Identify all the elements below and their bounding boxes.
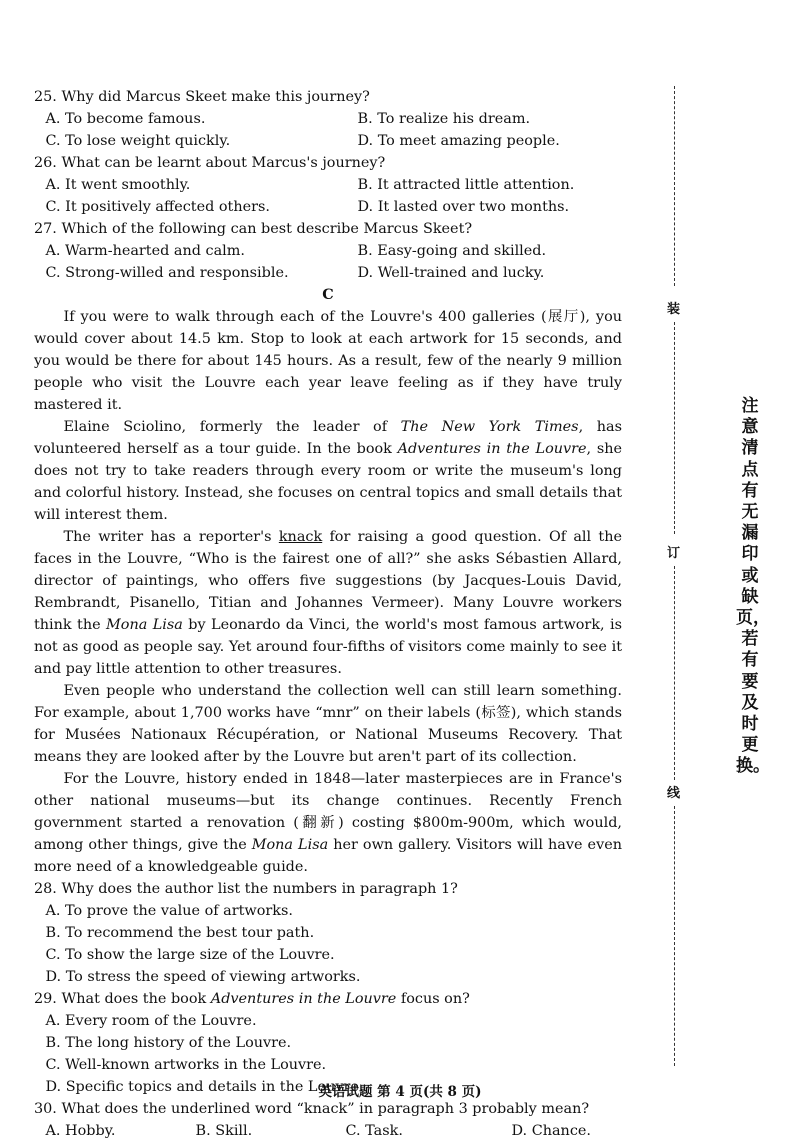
option-d: D. Well-trained and lucky. [357,265,545,281]
dashed-line-segment [674,86,675,286]
paragraph-3 [34,526,622,680]
underlined-word: knack [278,529,323,545]
dashed-line-segment [674,806,675,1066]
print-notice: 注意清点有无漏印或缺页，若有要及时更换。 [736,396,770,777]
option-d: D. To meet amazing people. [357,133,560,149]
dashed-line-segment [674,322,675,534]
question-stem: 25. Why did Marcus Skeet make this journey? [34,89,370,105]
italic-title: Mona Lisa [251,837,329,853]
option-a: A. Hobby. [45,1123,116,1139]
question-28 [34,878,622,988]
question-27 [34,218,622,284]
option-c: C. It positively affected others. [45,199,270,215]
question-stem: 28. Why does the author list the numbers in paragraph 1? [34,881,458,897]
option-d: D. To stress the speed of viewing artworks. [45,969,361,985]
text-run: The writer has a reporter's [63,529,279,545]
binding-char: 线 [667,782,680,801]
option-d: D. Chance. [511,1123,591,1139]
binding-line [668,86,682,1066]
paragraph-5 [34,768,622,878]
text-run: , has volunteered herself as a tour guide. In the book [34,419,622,457]
question-30 [34,1098,622,1142]
option-d: D. It lasted over two months. [357,199,570,215]
option-c: C. To lose weight quickly. [45,133,231,149]
question-25 [34,86,622,152]
text-run: Elaine Sciolino, formerly the leader of [63,419,401,435]
passage [34,306,622,878]
option-d: D. Specific topics and details in the Louvre. [45,1079,364,1095]
option-a: A. Warm-hearted and calm. [45,243,245,259]
option-c: C. To show the large size of the Louvre. [45,947,335,963]
option-b: B. To recommend the best tour path. [45,925,315,941]
option-a: A. It went smoothly. [45,177,191,193]
option-c: C. Well-known artworks in the Louvre. [45,1057,327,1073]
option-a: A. To become famous. [45,111,206,127]
option-b: B. To realize his dream. [357,111,531,127]
option-b: B. It attracted little attention. [357,177,575,193]
option-c: C. Task. [345,1123,403,1139]
text-run: by Leonardo da Vinci, the world's most famous artwork, is not as good as people say. Yet around four-fifths of visitors come mainly to see it and pay little attention to other treasures. [34,617,623,677]
text-run: her own gallery. Visitors will have even more need of a knowledgeable guide. [34,837,622,875]
option-a: A. Every room of the Louvre. [45,1013,257,1029]
page-footer: 英语试题 第 4 页(共 8 页) [318,1084,482,1100]
option-a: A. To prove the value of artworks. [45,903,293,919]
paragraph-2 [34,416,622,526]
option-b: B. Easy-going and skilled. [357,243,547,259]
question-stem: 27. Which of the following can best describe Marcus Skeet? [34,221,473,237]
option-c: C. Strong-willed and responsible. [45,265,289,281]
italic-title: Adventures in the Louvre [397,441,587,457]
text-run: 29. What does the book [34,991,211,1007]
dashed-line-segment [674,566,675,780]
question-stem [34,988,622,1010]
binding-char: 订 [667,542,680,561]
paragraph-4: Even people who understand the collection well can still learn something. For example, about 1,700 works have “mnr” on their labels (标签), which stands for Musées Nationaux Récupération, or National Museums Recovery. That means they are looked after by the Louvre but aren't part of its collection. [34,683,622,765]
question-stem: 30. What does the underlined word “knack” in paragraph 3 probably mean? [34,1101,590,1117]
binding-char: 装 [667,298,680,317]
italic-title: Adventures in the Louvre [210,991,397,1007]
text-run: For the Louvre, history ended in 1848—later masterpieces are in France's other national museums—but its change continues. Recently French government started a renovation (翻新) costing $800m-900m, which would, among other things, give the [34,771,622,853]
question-stem: 26. What can be learnt about Marcus's journey? [34,155,386,171]
paragraph-1: If you were to walk through each of the Louvre's 400 galleries (展厅), you would cover about 14.5 km. Stop to look at each artwork for 15 seconds, and you would be there for about 145 hours. As a result, few of the nearly 9 million people who visit the Louvre each year leave feeling as if they have truly mastered it. [34,309,622,413]
italic-title: Mona Lisa [106,617,183,633]
text-run: , she does not try to take readers through every room or write the museum's long and colorful history. Instead, she focuses on central topics and small details that will interest them. [34,441,622,523]
text-run: for raising a good question. Of all the faces in the Louvre, “Who is the fairest one of all?” she asks Sébastien Allard, director of paintings, who offers five suggestions (by Jacques-Louis David, Rembrandt, Pisanello, Titian and Johannes Vermeer). Many Louvre workers think the [34,529,623,633]
exam-page [34,86,622,1142]
option-b: B. The long history of the Louvre. [45,1035,292,1051]
text-run: focus on? [396,991,470,1007]
question-26 [34,152,622,218]
section-heading: C [322,286,334,303]
italic-title: The New York Times [400,419,579,435]
option-b: B. Skill. [195,1123,253,1139]
